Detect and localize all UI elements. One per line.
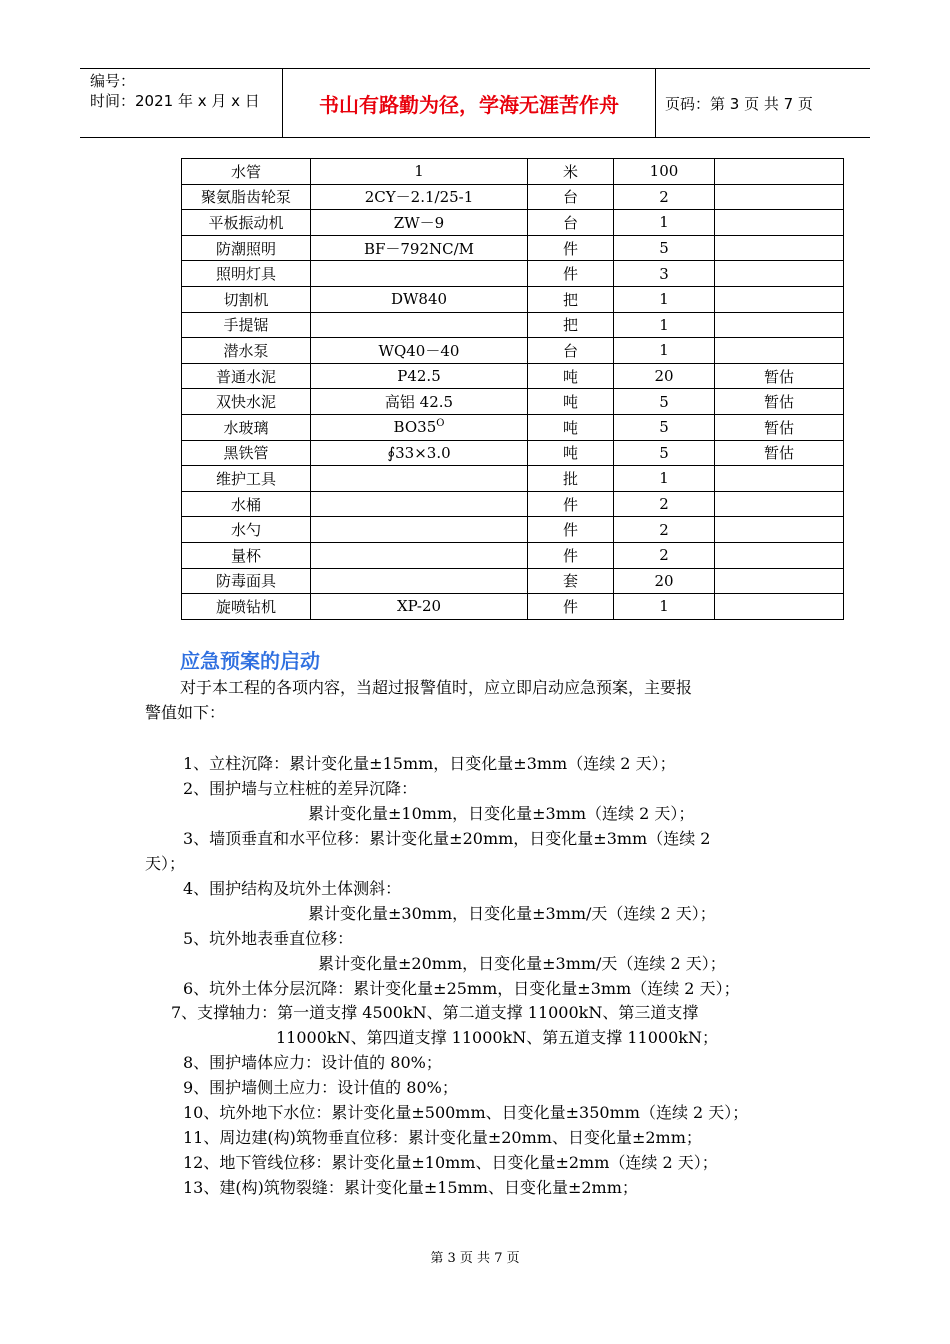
table-cell-spec: BF－792NC/M (311, 235, 528, 261)
intro-line-2: 警值如下： (145, 703, 226, 722)
table-cell-qty: 1 (614, 286, 715, 312)
table-cell-name: 黑铁管 (182, 440, 311, 466)
table-cell-qty: 20 (614, 568, 715, 594)
table-row (182, 210, 844, 236)
header-motto: 书山有路勤为径，学海无涯苦作舟 (283, 69, 656, 137)
table-cell-name: 量杯 (182, 542, 311, 568)
alarm-item: 13、建(构)筑物裂缝：累计变化量±15mm、日变化量±2mm； (183, 1178, 638, 1197)
header-page-info: 页码：第 3 页 共 7 页 (665, 94, 813, 113)
equipment-table-body (182, 159, 844, 620)
table-cell-spec: ZW－9 (311, 210, 528, 236)
table-cell-unit: 吨 (528, 363, 614, 389)
alarm-item: 10、坑外地下水位：累计变化量±500mm、日变化量±350mm（连续 2 天）； (183, 1103, 749, 1122)
table-cell-name: 潜水泵 (182, 338, 311, 364)
table-cell-name: 聚氨脂齿轮泵 (182, 184, 311, 210)
table-cell-name: 双快水泥 (182, 389, 311, 415)
alarm-item: 7、支撑轴力：第一道支撑 4500kN、第二道支撑 11000kN、第三道支撑 (171, 1003, 699, 1022)
table-cell-note (715, 235, 844, 261)
table-cell-unit: 件 (528, 594, 614, 620)
table-cell-name: 切割机 (182, 286, 311, 312)
table-cell-qty: 1 (614, 338, 715, 364)
table-cell-spec: 2CY－2.1/25-1 (311, 184, 528, 210)
table-row (182, 235, 844, 261)
doc-time-label: 时间：2021 年 x 月 x 日 (90, 92, 260, 110)
table-cell-spec (311, 312, 528, 338)
table-cell-unit: 件 (528, 261, 614, 287)
table-cell-qty: 1 (614, 466, 715, 492)
table-cell-name: 水桶 (182, 491, 311, 517)
table-row (182, 159, 844, 185)
table-cell-note (715, 286, 844, 312)
table-cell-unit: 台 (528, 184, 614, 210)
alarm-item: 4、围护结构及坑外土体测斜： (183, 879, 402, 898)
table-cell-note (715, 312, 844, 338)
table-cell-name: 照明灯具 (182, 261, 311, 287)
table-row (182, 363, 844, 389)
table-cell-note (715, 261, 844, 287)
table-cell-unit: 吨 (528, 414, 614, 440)
table-row (182, 594, 844, 620)
table-cell-name: 水玻璃 (182, 414, 311, 440)
alarm-item: 累计变化量±30mm，日变化量±3mm/天（连续 2 天）； (308, 904, 716, 923)
table-cell-qty: 5 (614, 414, 715, 440)
table-cell-unit: 吨 (528, 389, 614, 415)
alarm-item: 6、坑外土体分层沉降：累计变化量±25mm，日变化量±3mm（连续 2 天）； (183, 979, 740, 998)
table-row (182, 491, 844, 517)
table-cell-spec: ∮33×3.0 (311, 440, 528, 466)
table-cell-unit: 件 (528, 491, 614, 517)
table-cell-note (715, 594, 844, 620)
spec-superscript: O (436, 418, 445, 430)
section-title: 应急预案的启动 (180, 649, 320, 673)
table-row (182, 184, 844, 210)
table-cell-unit: 台 (528, 338, 614, 364)
table-row (182, 517, 844, 543)
table-cell-note: 暂估 (715, 440, 844, 466)
intro-line-1: 对于本工程的各项内容，当超过报警值时，应立即启动应急预案，主要报 (180, 678, 693, 697)
table-cell-note (715, 210, 844, 236)
header-meta (80, 69, 283, 137)
table-cell-note (715, 517, 844, 543)
table-cell-qty: 5 (614, 235, 715, 261)
table-cell-spec (311, 261, 528, 287)
alarm-item: 5、坑外地表垂直位移： (183, 929, 354, 948)
table-row (182, 338, 844, 364)
table-row (182, 312, 844, 338)
doc-number-label: 编号： (90, 72, 136, 90)
table-cell-spec (311, 542, 528, 568)
table-cell-unit: 套 (528, 568, 614, 594)
table-cell-spec: P42.5 (311, 363, 528, 389)
alarm-item: 12、地下管线位移：累计变化量±10mm、日变化量±2mm（连续 2 天）； (183, 1153, 718, 1172)
equipment-table (181, 158, 844, 620)
table-cell-note: 暂估 (715, 389, 844, 415)
table-row (182, 261, 844, 287)
table-cell-qty: 2 (614, 491, 715, 517)
table-cell-name: 平板振动机 (182, 210, 311, 236)
table-row (182, 286, 844, 312)
table-cell-spec (311, 466, 528, 492)
table-cell-name: 防毒面具 (182, 568, 311, 594)
alarm-item: 累计变化量±10mm，日变化量±3mm（连续 2 天）； (308, 804, 695, 823)
table-cell-unit: 台 (528, 210, 614, 236)
table-cell-qty: 2 (614, 542, 715, 568)
table-cell-spec: $BO35^O$ (311, 414, 528, 440)
table-cell-unit: 把 (528, 286, 614, 312)
table-cell-qty: 5 (614, 440, 715, 466)
page-header (80, 68, 870, 138)
table-row (182, 466, 844, 492)
table-row (182, 440, 844, 466)
table-cell-spec: 1 (311, 159, 528, 185)
table-cell-qty: 2 (614, 517, 715, 543)
table-cell-name: 水管 (182, 159, 311, 185)
alarm-item: 11、周边建(构)筑物垂直位移：累计变化量±20mm、日变化量±2mm； (183, 1128, 702, 1147)
table-cell-unit: 吨 (528, 440, 614, 466)
alarm-item: 8、围护墙体应力：设计值的 80%； (183, 1053, 442, 1072)
table-cell-unit: 米 (528, 159, 614, 185)
alarm-item: 3、墙顶垂直和水平位移：累计变化量±20mm，日变化量±3mm（连续 2 (183, 829, 711, 848)
table-cell-spec (311, 517, 528, 543)
table-cell-unit: 批 (528, 466, 614, 492)
table-row (182, 542, 844, 568)
table-cell-spec: WQ40－40 (311, 338, 528, 364)
table-cell-qty: 20 (614, 363, 715, 389)
table-cell-note (715, 542, 844, 568)
table-cell-unit: 件 (528, 235, 614, 261)
table-cell-name: 维护工具 (182, 466, 311, 492)
table-cell-qty: 1 (614, 594, 715, 620)
table-cell-note (715, 338, 844, 364)
table-cell-note (715, 159, 844, 185)
table-cell-unit: 把 (528, 312, 614, 338)
alarm-item: 2、围护墙与立柱桩的差异沉降： (183, 779, 418, 798)
table-cell-unit: 件 (528, 517, 614, 543)
table-cell-name: 手提锯 (182, 312, 311, 338)
table-cell-note (715, 184, 844, 210)
table-cell-qty: 5 (614, 389, 715, 415)
table-cell-name: 防潮照明 (182, 235, 311, 261)
table-cell-name: 普通水泥 (182, 363, 311, 389)
table-cell-note: 暂估 (715, 363, 844, 389)
table-cell-spec: DW840 (311, 286, 528, 312)
table-cell-name: 旋喷钻机 (182, 594, 311, 620)
alarm-item: 1、立柱沉降：累计变化量±15mm，日变化量±3mm（连续 2 天）； (183, 754, 676, 773)
table-row (182, 389, 844, 415)
table-cell-spec: 高铝 42.5 (311, 389, 528, 415)
table-cell-note (715, 491, 844, 517)
table-cell-note (715, 568, 844, 594)
table-cell-spec: XP-20 (311, 594, 528, 620)
table-cell-qty: 1 (614, 210, 715, 236)
table-cell-note (715, 466, 844, 492)
table-cell-spec (311, 491, 528, 517)
table-cell-unit: 件 (528, 542, 614, 568)
table-cell-qty: 3 (614, 261, 715, 287)
table-cell-qty: 100 (614, 159, 715, 185)
alarm-item: 累计变化量±20mm，日变化量±3mm/天（连续 2 天）； (318, 954, 726, 973)
table-cell-qty: 1 (614, 312, 715, 338)
table-cell-spec (311, 568, 528, 594)
alarm-item: 11000kN、第四道支撑 11000kN、第五道支撑 11000kN； (276, 1028, 718, 1047)
table-row (182, 568, 844, 594)
table-row (182, 414, 844, 440)
alarm-item: 天）； (145, 854, 186, 873)
alarm-item: 9、围护墙侧土应力：设计值的 80%； (183, 1078, 458, 1097)
page-footer: 第 3 页 共 7 页 (430, 1251, 520, 1266)
table-cell-note: 暂估 (715, 414, 844, 440)
table-cell-name: 水勺 (182, 517, 311, 543)
table-cell-qty: 2 (614, 184, 715, 210)
